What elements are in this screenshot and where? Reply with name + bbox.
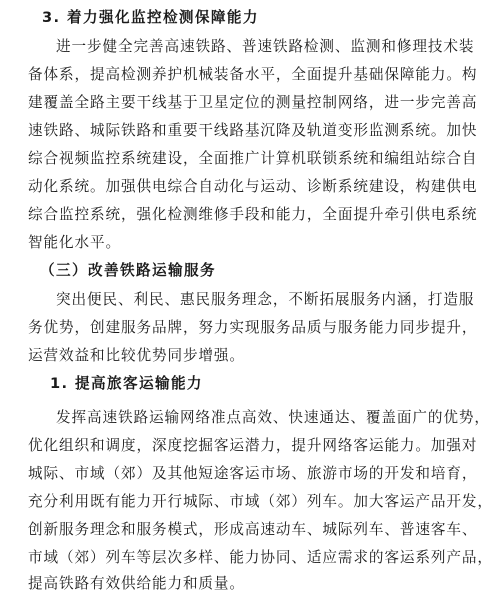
paragraph-line: 建覆盖全路主要干线基于卫星定位的测量控制网络，进一步完善高 — [28, 94, 478, 111]
paragraph-line: 市域（郊）列车等层次多样、能力协同、适应需求的客运系列产品， — [28, 549, 493, 566]
paragraph-line: 备体系，提高检测养护机械装备水平，全面提升基础保障能力。构 — [28, 66, 478, 83]
paragraph-line: 提高铁路有效供给能力和质量。 — [28, 575, 245, 592]
paragraph-line: 综合监控系统，强化检测维修手段和能力，全面提升牵引供电系统 — [28, 206, 478, 223]
paragraph-line: 创新服务理念和服务模式，形成高速动车、城际列车、普速客车、 — [28, 521, 478, 538]
section-heading-monitoring: 3. 着力强化监控检测保障能力 — [42, 9, 259, 26]
paragraph-line: 优化组织和调度，深度挖掘客运潜力，提升网络客运能力。加强对 — [28, 437, 478, 454]
paragraph-line: 智能化水平。 — [28, 234, 121, 251]
paragraph-line: 突出便民、利民、惠民服务理念，不断拓展服务内涵，打造服 — [56, 291, 475, 308]
paragraph-line: 务优势，创建服务品牌，努力实现服务品质与服务能力同步提升， — [28, 319, 478, 336]
paragraph-line: 城际、市域（郊）及其他短途客运市场、旅游市场的开发和培育， — [28, 465, 478, 482]
part-heading-service: （三）改善铁路运输服务 — [40, 262, 216, 279]
paragraph-line: 动化系统。加强供电综合自动化与运动、诊断系统建设，构建供电 — [28, 178, 478, 195]
paragraph-line: 速铁路、城际铁路和重要干线路基沉降及轨道变形监测系统。加快 — [28, 122, 478, 139]
paragraph-line: 充分利用既有能力开行城际、市域（郊）列车。加大客运产品开发， — [28, 493, 493, 510]
paragraph-line: 发挥高速铁路运输网络准点高效、快速通达、覆盖面广的优势， — [56, 409, 490, 426]
paragraph-line: 进一步健全完善高速铁路、普速铁路检测、监测和修理技术装 — [56, 38, 475, 55]
paragraph-line: 运营效益和比较优势同步增强。 — [28, 347, 245, 364]
paragraph-line: 综合视频监控系统建设，全面推广计算机联锁系统和编组站综合自 — [28, 150, 478, 167]
section-heading-passenger: 1. 提高旅客运输能力 — [50, 375, 203, 392]
